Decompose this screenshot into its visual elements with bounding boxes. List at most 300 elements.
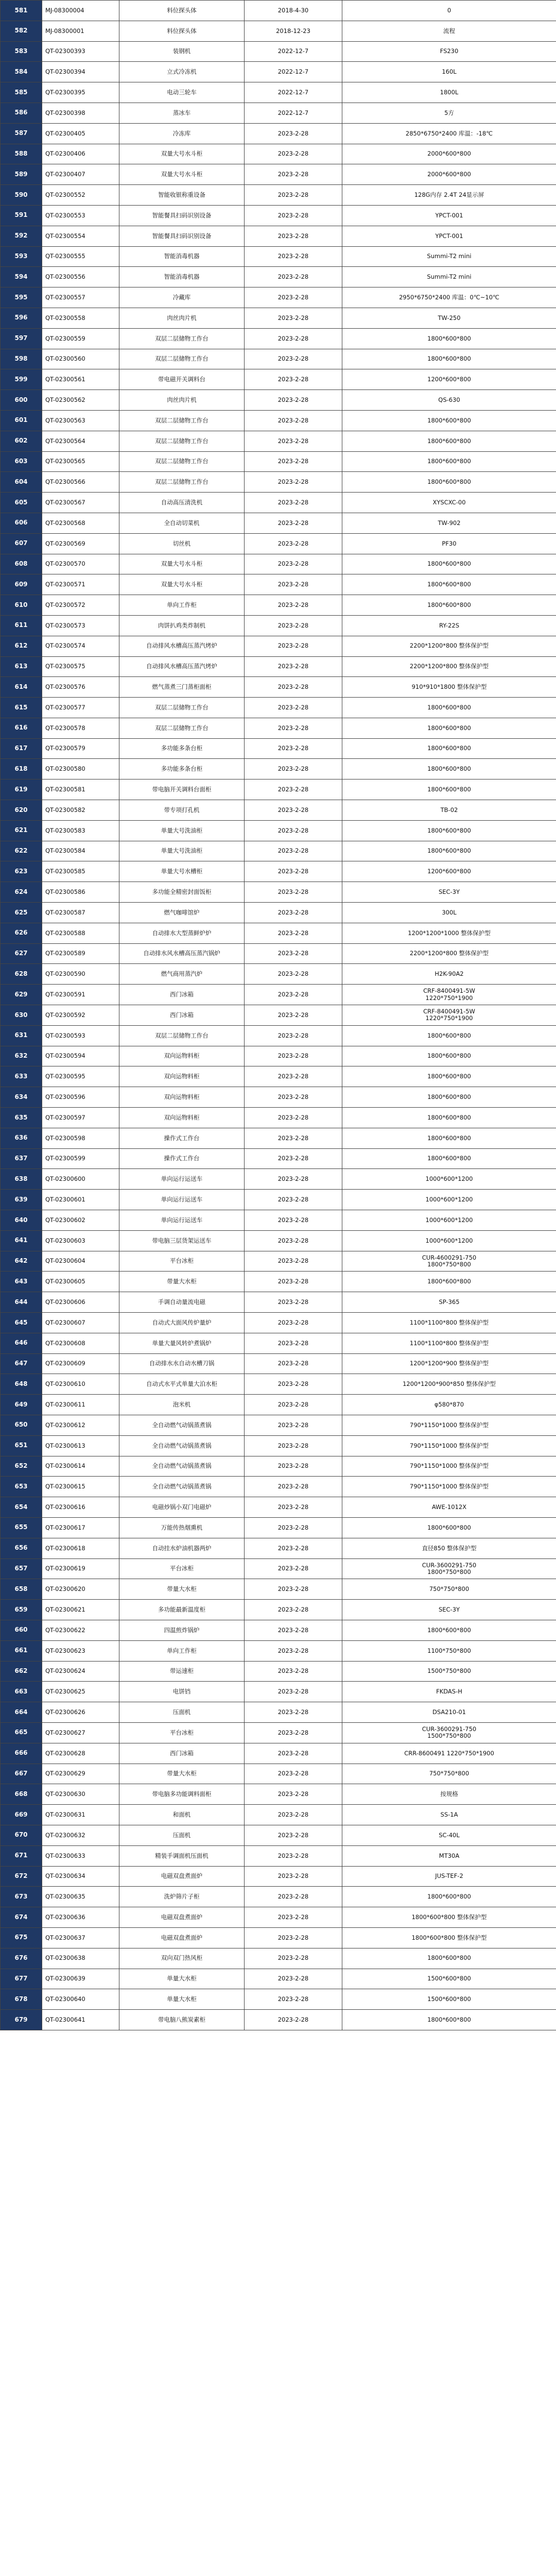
table-cell-asset-code: QT-02300554 xyxy=(42,226,119,247)
table-cell-asset-code: QT-02300619 xyxy=(42,1559,119,1580)
table-cell-specification: CRF-8400491-5W 1220*750*1900 xyxy=(342,1005,556,1026)
table-cell-asset-code: QT-02300589 xyxy=(42,944,119,964)
table-cell-row-number: 607 xyxy=(1,534,42,554)
table-cell-acquisition-date: 2023-2-28 xyxy=(245,2010,342,2030)
table-cell-acquisition-date: 2023-2-28 xyxy=(245,1169,342,1190)
table-cell-row-number: 643 xyxy=(1,1272,42,1292)
table-cell-row-number: 601 xyxy=(1,411,42,431)
table-cell-row-number: 598 xyxy=(1,349,42,370)
table-cell-asset-code: QT-02300559 xyxy=(42,329,119,349)
table-cell-specification: 1800*600*800 整体保护型 xyxy=(342,1907,556,1928)
table-cell-specification: 1800*600*800 xyxy=(342,1128,556,1149)
table-cell-asset-code: QT-02300588 xyxy=(42,923,119,944)
table-cell-row-number: 597 xyxy=(1,329,42,349)
table-cell-row-number: 656 xyxy=(1,1538,42,1559)
table-cell-asset-code: QT-02300573 xyxy=(42,616,119,636)
table-cell-asset-name: 单量大水柜 xyxy=(119,1969,245,1990)
table-cell-asset-name: 双量大号水斗柜 xyxy=(119,144,245,165)
table-cell-asset-code: QT-02300579 xyxy=(42,739,119,759)
table-cell-specification: SP-365 xyxy=(342,1292,556,1313)
table-cell-asset-name: 双量大号水斗柜 xyxy=(119,574,245,595)
table-cell-asset-code: QT-02300586 xyxy=(42,882,119,903)
table-cell-row-number: 661 xyxy=(1,1641,42,1662)
table-cell-acquisition-date: 2023-2-28 xyxy=(245,390,342,411)
table-cell-specification: 2200*1200*800 整体保护型 xyxy=(342,636,556,657)
table-cell-asset-code: QT-02300628 xyxy=(42,1743,119,1764)
table-cell-specification: 1800L xyxy=(342,82,556,103)
table-cell-asset-code: QT-02300572 xyxy=(42,595,119,616)
table-cell-asset-code: QT-02300576 xyxy=(42,677,119,698)
table-cell-row-number: 585 xyxy=(1,82,42,103)
table-cell-row-number: 630 xyxy=(1,1005,42,1026)
table-cell-asset-name: 双层二层储物工作台 xyxy=(119,349,245,370)
table-cell-specification: 1100*1100*800 整体保护型 xyxy=(342,1313,556,1333)
table-cell-asset-name: 自动排水风水槽高压蒸汽锅炉 xyxy=(119,944,245,964)
table-cell-acquisition-date: 2023-2-28 xyxy=(245,1374,342,1395)
table-cell-asset-name: 双量大号水斗柜 xyxy=(119,554,245,575)
table-cell-row-number: 610 xyxy=(1,595,42,616)
table-cell-specification: 790*1150*1000 整体保护型 xyxy=(342,1436,556,1456)
table-cell-acquisition-date: 2023-2-28 xyxy=(245,1867,342,1887)
table-cell-specification: 1800*600*800 xyxy=(342,1026,556,1046)
table-cell-acquisition-date: 2023-2-28 xyxy=(245,349,342,370)
table-cell-asset-code: QT-02300587 xyxy=(42,903,119,923)
table-cell-acquisition-date: 2022-12-7 xyxy=(245,82,342,103)
table-cell-asset-name: 多功能多条台柜 xyxy=(119,739,245,759)
table-cell-asset-name: 四温煎炸锅炉 xyxy=(119,1620,245,1641)
table-cell-acquisition-date: 2022-12-7 xyxy=(245,42,342,62)
table-cell-acquisition-date: 2023-2-28 xyxy=(245,329,342,349)
table-cell-asset-code: QT-02300405 xyxy=(42,124,119,144)
table-cell-specification: 790*1150*1000 整体保护型 xyxy=(342,1456,556,1477)
table-cell-acquisition-date: 2023-2-28 xyxy=(245,267,342,287)
table-cell-acquisition-date: 2022-12-7 xyxy=(245,62,342,82)
table-cell-asset-name: 电磁双盘煮面炉 xyxy=(119,1907,245,1928)
table-cell-row-number: 632 xyxy=(1,1046,42,1067)
table-cell-asset-code: QT-02300561 xyxy=(42,369,119,390)
table-cell-asset-code: QT-02300583 xyxy=(42,821,119,841)
table-cell-asset-code: QT-02300571 xyxy=(42,574,119,595)
table-cell-asset-name: 冷冻库 xyxy=(119,124,245,144)
table-cell-acquisition-date: 2023-2-28 xyxy=(245,841,342,862)
table-cell-acquisition-date: 2023-2-28 xyxy=(245,1128,342,1149)
table-cell-specification: 0 xyxy=(342,1,556,21)
table-cell-specification: CRF-8400491-5W 1220*750*1900 xyxy=(342,985,556,1005)
table-cell-row-number: 581 xyxy=(1,1,42,21)
table-cell-acquisition-date: 2023-2-28 xyxy=(245,1784,342,1805)
table-cell-acquisition-date: 2023-2-28 xyxy=(245,1538,342,1559)
table-cell-asset-code: QT-02300635 xyxy=(42,1887,119,1907)
table-cell-acquisition-date: 2023-2-28 xyxy=(245,1333,342,1354)
table-cell-asset-name: 双向运物料柜 xyxy=(119,1087,245,1108)
table-cell-specification: YPCT-001 xyxy=(342,206,556,226)
table-cell-row-number: 584 xyxy=(1,62,42,82)
table-cell-row-number: 622 xyxy=(1,841,42,862)
table-cell-asset-name: 全自动燃气动锅蒸煮锅 xyxy=(119,1477,245,1497)
table-cell-row-number: 599 xyxy=(1,369,42,390)
table-cell-asset-code: QT-02300577 xyxy=(42,698,119,718)
table-cell-acquisition-date: 2023-2-28 xyxy=(245,1149,342,1170)
table-cell-specification: 1800*600*800 xyxy=(342,1066,556,1087)
table-cell-row-number: 583 xyxy=(1,42,42,62)
table-cell-acquisition-date: 2023-2-28 xyxy=(245,903,342,923)
table-cell-specification: 1200*1200*900*850 整体保护型 xyxy=(342,1374,556,1395)
table-cell-acquisition-date: 2023-2-28 xyxy=(245,636,342,657)
table-cell-acquisition-date: 2023-2-28 xyxy=(245,1354,342,1375)
table-cell-specification: 1800*600*800 xyxy=(342,739,556,759)
table-cell-acquisition-date: 2023-2-28 xyxy=(245,534,342,554)
table-cell-specification: FS230 xyxy=(342,42,556,62)
table-cell-asset-code: QT-02300595 xyxy=(42,1066,119,1087)
table-cell-asset-name: 平台冰柜 xyxy=(119,1559,245,1580)
table-cell-specification: FKDAS-H xyxy=(342,1682,556,1702)
table-cell-specification: TW-902 xyxy=(342,513,556,534)
table-cell-specification: MT30A xyxy=(342,1846,556,1867)
table-cell-asset-name: 肉丝肉片机 xyxy=(119,308,245,329)
table-cell-asset-name: 带电脑开关调料台面柜 xyxy=(119,779,245,800)
table-cell-asset-code: QT-02300564 xyxy=(42,431,119,452)
table-cell-asset-code: QT-02300563 xyxy=(42,411,119,431)
table-cell-row-number: 615 xyxy=(1,698,42,718)
table-cell-specification: 1500*600*800 xyxy=(342,1969,556,1990)
table-cell-row-number: 596 xyxy=(1,308,42,329)
table-cell-row-number: 617 xyxy=(1,739,42,759)
table-cell-row-number: 614 xyxy=(1,677,42,698)
table-cell-asset-name: 自动高压清洗机 xyxy=(119,493,245,513)
table-cell-asset-name: 平台冰柜 xyxy=(119,1251,245,1272)
table-cell-asset-code: QT-02300584 xyxy=(42,841,119,862)
table-cell-asset-name: 带量大水柜 xyxy=(119,1764,245,1785)
table-cell-asset-code: QT-02300569 xyxy=(42,534,119,554)
table-cell-acquisition-date: 2023-2-28 xyxy=(245,616,342,636)
table-cell-row-number: 589 xyxy=(1,164,42,185)
table-cell-asset-code: QT-02300622 xyxy=(42,1620,119,1641)
table-cell-row-number: 660 xyxy=(1,1620,42,1641)
table-cell-acquisition-date: 2023-2-28 xyxy=(245,1395,342,1415)
table-cell-row-number: 663 xyxy=(1,1682,42,1702)
table-cell-row-number: 616 xyxy=(1,718,42,739)
table-cell-asset-code: QT-02300557 xyxy=(42,287,119,308)
table-cell-asset-name: 单向工作柜 xyxy=(119,595,245,616)
table-cell-specification: 2000*600*800 xyxy=(342,144,556,165)
table-cell-specification: 1800*600*800 xyxy=(342,1887,556,1907)
table-cell-row-number: 647 xyxy=(1,1354,42,1375)
table-cell-asset-code: QT-02300574 xyxy=(42,636,119,657)
table-cell-row-number: 626 xyxy=(1,923,42,944)
table-cell-asset-name: 双层二层储物工作台 xyxy=(119,698,245,718)
table-cell-acquisition-date: 2023-2-28 xyxy=(245,493,342,513)
table-cell-asset-name: 智能消毒机器 xyxy=(119,247,245,267)
table-cell-asset-name: 双层二层储物工作台 xyxy=(119,411,245,431)
table-cell-specification: 1100*750*800 xyxy=(342,1641,556,1662)
table-cell-row-number: 590 xyxy=(1,185,42,206)
table-cell-row-number: 623 xyxy=(1,861,42,882)
table-cell-acquisition-date: 2023-2-28 xyxy=(245,1210,342,1231)
table-cell-acquisition-date: 2023-2-28 xyxy=(245,308,342,329)
table-cell-asset-code: QT-02300634 xyxy=(42,1867,119,1887)
table-cell-acquisition-date: 2023-2-28 xyxy=(245,411,342,431)
table-cell-acquisition-date: 2023-2-28 xyxy=(245,1066,342,1087)
table-cell-asset-name: 万能传热烟熏机 xyxy=(119,1518,245,1538)
table-cell-row-number: 609 xyxy=(1,574,42,595)
table-cell-specification: 1800*600*800 xyxy=(342,698,556,718)
table-cell-acquisition-date: 2023-2-28 xyxy=(245,739,342,759)
table-cell-specification: CUR-3600291-750 1800*750*800 xyxy=(342,1559,556,1580)
table-cell-acquisition-date: 2023-2-28 xyxy=(245,1743,342,1764)
table-cell-asset-name: 冷藏库 xyxy=(119,287,245,308)
table-cell-asset-name: 单量大号洗油柜 xyxy=(119,841,245,862)
table-cell-asset-name: 自动排水水自动水槽刀锅 xyxy=(119,1354,245,1375)
table-cell-row-number: 676 xyxy=(1,1948,42,1969)
table-cell-asset-code: QT-02300575 xyxy=(42,657,119,677)
table-cell-asset-code: QT-02300604 xyxy=(42,1251,119,1272)
table-cell-specification: 1800*600*800 xyxy=(342,2010,556,2030)
table-cell-acquisition-date: 2023-2-28 xyxy=(245,1477,342,1497)
table-cell-row-number: 612 xyxy=(1,636,42,657)
table-cell-acquisition-date: 2023-2-28 xyxy=(245,861,342,882)
table-cell-asset-name: 双层二层储物工作台 xyxy=(119,718,245,739)
table-cell-asset-code: QT-02300558 xyxy=(42,308,119,329)
table-cell-specification: 750*750*800 xyxy=(342,1579,556,1600)
table-cell-asset-code: QT-02300608 xyxy=(42,1333,119,1354)
table-cell-specification: 1800*600*800 xyxy=(342,431,556,452)
table-cell-acquisition-date: 2023-2-28 xyxy=(245,800,342,821)
table-cell-specification: 1800*600*800 xyxy=(342,779,556,800)
table-cell-acquisition-date: 2023-2-28 xyxy=(245,759,342,779)
table-cell-acquisition-date: 2018-12-23 xyxy=(245,21,342,42)
table-cell-row-number: 638 xyxy=(1,1169,42,1190)
table-cell-asset-code: QT-02300585 xyxy=(42,861,119,882)
table-cell-asset-name: 自动排水大型蒸鲜炉炉 xyxy=(119,923,245,944)
table-cell-row-number: 650 xyxy=(1,1415,42,1436)
table-cell-asset-name: 双层二层储物工作台 xyxy=(119,431,245,452)
table-cell-asset-code: QT-02300582 xyxy=(42,800,119,821)
table-cell-asset-name: 精装手调面机压面机 xyxy=(119,1846,245,1867)
table-cell-asset-name: 自动排风水槽高压蒸汽烤炉 xyxy=(119,636,245,657)
table-cell-asset-code: QT-02300641 xyxy=(42,2010,119,2030)
table-cell-acquisition-date: 2023-2-28 xyxy=(245,779,342,800)
table-cell-specification: 300L xyxy=(342,903,556,923)
table-cell-acquisition-date: 2023-2-28 xyxy=(245,431,342,452)
table-cell-row-number: 611 xyxy=(1,616,42,636)
table-cell-row-number: 593 xyxy=(1,247,42,267)
table-cell-specification: AWE-1012X xyxy=(342,1497,556,1518)
table-cell-specification: SS-1A xyxy=(342,1805,556,1825)
table-cell-specification: SEC-3Y xyxy=(342,1600,556,1620)
table-cell-asset-code: QT-02300594 xyxy=(42,1046,119,1067)
table-cell-specification: 1500*750*800 xyxy=(342,1662,556,1682)
table-cell-acquisition-date: 2023-2-28 xyxy=(245,1928,342,1948)
table-cell-acquisition-date: 2023-2-28 xyxy=(245,1989,342,2010)
table-cell-row-number: 594 xyxy=(1,267,42,287)
table-cell-row-number: 657 xyxy=(1,1559,42,1580)
table-cell-row-number: 602 xyxy=(1,431,42,452)
table-cell-specification: 1200*600*800 xyxy=(342,369,556,390)
table-cell-acquisition-date: 2023-2-28 xyxy=(245,1702,342,1723)
table-cell-asset-name: 带电脑三层货架运送车 xyxy=(119,1231,245,1251)
table-cell-asset-code: QT-02300620 xyxy=(42,1579,119,1600)
table-cell-row-number: 674 xyxy=(1,1907,42,1928)
table-cell-row-number: 645 xyxy=(1,1313,42,1333)
table-cell-acquisition-date: 2023-2-28 xyxy=(245,1969,342,1990)
table-cell-asset-code: QT-02300590 xyxy=(42,964,119,985)
table-cell-row-number: 587 xyxy=(1,124,42,144)
table-cell-asset-code: QT-02300395 xyxy=(42,82,119,103)
table-cell-asset-name: 双向运物料柜 xyxy=(119,1046,245,1067)
table-cell-asset-code: QT-02300393 xyxy=(42,42,119,62)
table-cell-row-number: 648 xyxy=(1,1374,42,1395)
table-cell-asset-code: QT-02300607 xyxy=(42,1313,119,1333)
table-cell-asset-code: QT-02300636 xyxy=(42,1907,119,1928)
table-cell-specification: 1000*600*1200 xyxy=(342,1169,556,1190)
table-cell-asset-name: 料位探头体 xyxy=(119,1,245,21)
table-cell-acquisition-date: 2023-2-28 xyxy=(245,226,342,247)
table-cell-specification: H2K-90A2 xyxy=(342,964,556,985)
table-cell-asset-name: 带量大水柜 xyxy=(119,1272,245,1292)
table-cell-row-number: 605 xyxy=(1,493,42,513)
table-cell-specification: 2200*1200*800 整体保护型 xyxy=(342,944,556,964)
table-cell-acquisition-date: 2023-2-28 xyxy=(245,964,342,985)
table-cell-asset-name: 全自动燃气动锅蒸煮锅 xyxy=(119,1415,245,1436)
table-cell-specification: JUS-TEF-2 xyxy=(342,1867,556,1887)
table-cell-asset-name: 双层二层储物工作台 xyxy=(119,329,245,349)
table-cell-acquisition-date: 2023-2-28 xyxy=(245,1415,342,1436)
table-cell-acquisition-date: 2023-2-28 xyxy=(245,985,342,1005)
table-cell-asset-code: QT-02300597 xyxy=(42,1108,119,1128)
table-cell-asset-code: QT-02300629 xyxy=(42,1764,119,1785)
table-cell-asset-code: QT-02300578 xyxy=(42,718,119,739)
table-cell-acquisition-date: 2023-2-28 xyxy=(245,1723,342,1743)
table-cell-acquisition-date: 2023-2-28 xyxy=(245,821,342,841)
table-cell-asset-name: 电磁双盘煮面炉 xyxy=(119,1867,245,1887)
table-cell-acquisition-date: 2023-2-28 xyxy=(245,1190,342,1210)
table-cell-specification: TW-250 xyxy=(342,308,556,329)
table-cell-row-number: 604 xyxy=(1,472,42,493)
table-cell-asset-name: 智能餐具扫码识别设备 xyxy=(119,226,245,247)
table-cell-acquisition-date: 2023-2-28 xyxy=(245,923,342,944)
table-cell-asset-name: 西门冰箱 xyxy=(119,1005,245,1026)
table-cell-specification: CUR-3600291-750 1500*750*800 xyxy=(342,1723,556,1743)
table-cell-asset-code: QT-02300601 xyxy=(42,1190,119,1210)
table-cell-row-number: 639 xyxy=(1,1190,42,1210)
table-cell-acquisition-date: 2023-2-28 xyxy=(245,1456,342,1477)
table-cell-asset-name: 泡米机 xyxy=(119,1395,245,1415)
table-cell-asset-code: QT-02300638 xyxy=(42,1948,119,1969)
table-cell-specification: XYSCXC-00 xyxy=(342,493,556,513)
table-cell-row-number: 641 xyxy=(1,1231,42,1251)
table-cell-specification: RY-22S xyxy=(342,616,556,636)
table-cell-row-number: 659 xyxy=(1,1600,42,1620)
table-cell-acquisition-date: 2023-2-28 xyxy=(245,944,342,964)
table-cell-asset-name: 燃气咖啡馆炉 xyxy=(119,903,245,923)
table-cell-asset-name: 全自动切菜机 xyxy=(119,513,245,534)
table-cell-specification: 1000*600*1200 xyxy=(342,1210,556,1231)
table-cell-asset-code: QT-02300626 xyxy=(42,1702,119,1723)
table-cell-specification: 1800*600*800 xyxy=(342,554,556,575)
table-cell-acquisition-date: 2023-2-28 xyxy=(245,1518,342,1538)
table-cell-asset-code: QT-02300565 xyxy=(42,452,119,472)
table-cell-specification: 5方 xyxy=(342,103,556,124)
table-cell-asset-name: 蒸冰车 xyxy=(119,103,245,124)
table-cell-acquisition-date: 2023-2-28 xyxy=(245,369,342,390)
table-cell-specification: 910*910*1800 整体保护型 xyxy=(342,677,556,698)
table-cell-asset-code: QT-02300621 xyxy=(42,1600,119,1620)
table-cell-row-number: 618 xyxy=(1,759,42,779)
table-cell-asset-name: 双向运物料柜 xyxy=(119,1108,245,1128)
table-cell-specification: 1800*600*800 xyxy=(342,759,556,779)
table-cell-acquisition-date: 2023-2-28 xyxy=(245,287,342,308)
table-cell-acquisition-date: 2023-2-28 xyxy=(245,1497,342,1518)
table-cell-row-number: 586 xyxy=(1,103,42,124)
table-cell-asset-name: 手调自动量流电磁 xyxy=(119,1292,245,1313)
table-cell-row-number: 621 xyxy=(1,821,42,841)
table-cell-row-number: 620 xyxy=(1,800,42,821)
table-cell-asset-name: 操作式工作台 xyxy=(119,1149,245,1170)
table-cell-specification: 2200*1200*800 整体保护型 xyxy=(342,657,556,677)
table-cell-asset-name: 电动三轮车 xyxy=(119,82,245,103)
table-cell-asset-name: 料位探头体 xyxy=(119,21,245,42)
table-cell-asset-code: QT-02300618 xyxy=(42,1538,119,1559)
table-cell-acquisition-date: 2023-2-28 xyxy=(245,1662,342,1682)
table-cell-acquisition-date: 2023-2-28 xyxy=(245,574,342,595)
table-cell-specification: 1000*600*1200 xyxy=(342,1231,556,1251)
table-cell-row-number: 666 xyxy=(1,1743,42,1764)
table-cell-asset-code: QT-02300602 xyxy=(42,1210,119,1231)
table-cell-row-number: 636 xyxy=(1,1128,42,1149)
table-cell-row-number: 653 xyxy=(1,1477,42,1497)
table-cell-acquisition-date: 2023-2-28 xyxy=(245,595,342,616)
table-cell-asset-code: QT-02300639 xyxy=(42,1969,119,1990)
table-cell-specification: Summi-T2 mini xyxy=(342,247,556,267)
table-cell-specification: CRR-8600491 1220*750*1900 xyxy=(342,1743,556,1764)
table-cell-row-number: 627 xyxy=(1,944,42,964)
table-cell-asset-code: QT-02300407 xyxy=(42,164,119,185)
table-cell-row-number: 671 xyxy=(1,1846,42,1867)
table-cell-asset-code: QT-02300623 xyxy=(42,1641,119,1662)
table-cell-row-number: 631 xyxy=(1,1026,42,1046)
table-cell-row-number: 591 xyxy=(1,206,42,226)
table-cell-asset-name: 压面机 xyxy=(119,1825,245,1846)
table-cell-asset-name: 自动排风水槽高压蒸汽烤炉 xyxy=(119,657,245,677)
table-cell-specification: 1800*600*800 整体保护型 xyxy=(342,1928,556,1948)
table-cell-acquisition-date: 2023-2-28 xyxy=(245,144,342,165)
table-cell-row-number: 613 xyxy=(1,657,42,677)
table-cell-specification: 1200*1200*1000 整体保护型 xyxy=(342,923,556,944)
table-cell-asset-code: QT-02300555 xyxy=(42,247,119,267)
table-cell-row-number: 603 xyxy=(1,452,42,472)
table-cell-asset-code: QT-02300631 xyxy=(42,1805,119,1825)
table-cell-acquisition-date: 2023-2-28 xyxy=(245,1005,342,1026)
table-cell-asset-code: QT-02300593 xyxy=(42,1026,119,1046)
table-cell-acquisition-date: 2023-2-28 xyxy=(245,698,342,718)
table-cell-row-number: 624 xyxy=(1,882,42,903)
table-cell-acquisition-date: 2023-2-28 xyxy=(245,1026,342,1046)
table-cell-specification: 1800*600*800 xyxy=(342,1149,556,1170)
table-cell-row-number: 665 xyxy=(1,1723,42,1743)
table-cell-acquisition-date: 2023-2-28 xyxy=(245,554,342,575)
table-cell-asset-code: QT-02300606 xyxy=(42,1292,119,1313)
table-cell-asset-name: 带量大水柜 xyxy=(119,1579,245,1600)
table-cell-acquisition-date: 2023-2-28 xyxy=(245,1292,342,1313)
table-cell-acquisition-date: 2023-2-28 xyxy=(245,1641,342,1662)
table-cell-acquisition-date: 2023-2-28 xyxy=(245,1046,342,1067)
table-cell-specification: 1000*600*1200 xyxy=(342,1190,556,1210)
table-cell-asset-name: 双向运物料柜 xyxy=(119,1066,245,1087)
table-cell-specification: 1800*600*800 xyxy=(342,329,556,349)
table-cell-asset-name: 电磁炒锅小双门电磁炉 xyxy=(119,1497,245,1518)
table-cell-row-number: 637 xyxy=(1,1149,42,1170)
table-cell-asset-name: 单向运行运送车 xyxy=(119,1190,245,1210)
